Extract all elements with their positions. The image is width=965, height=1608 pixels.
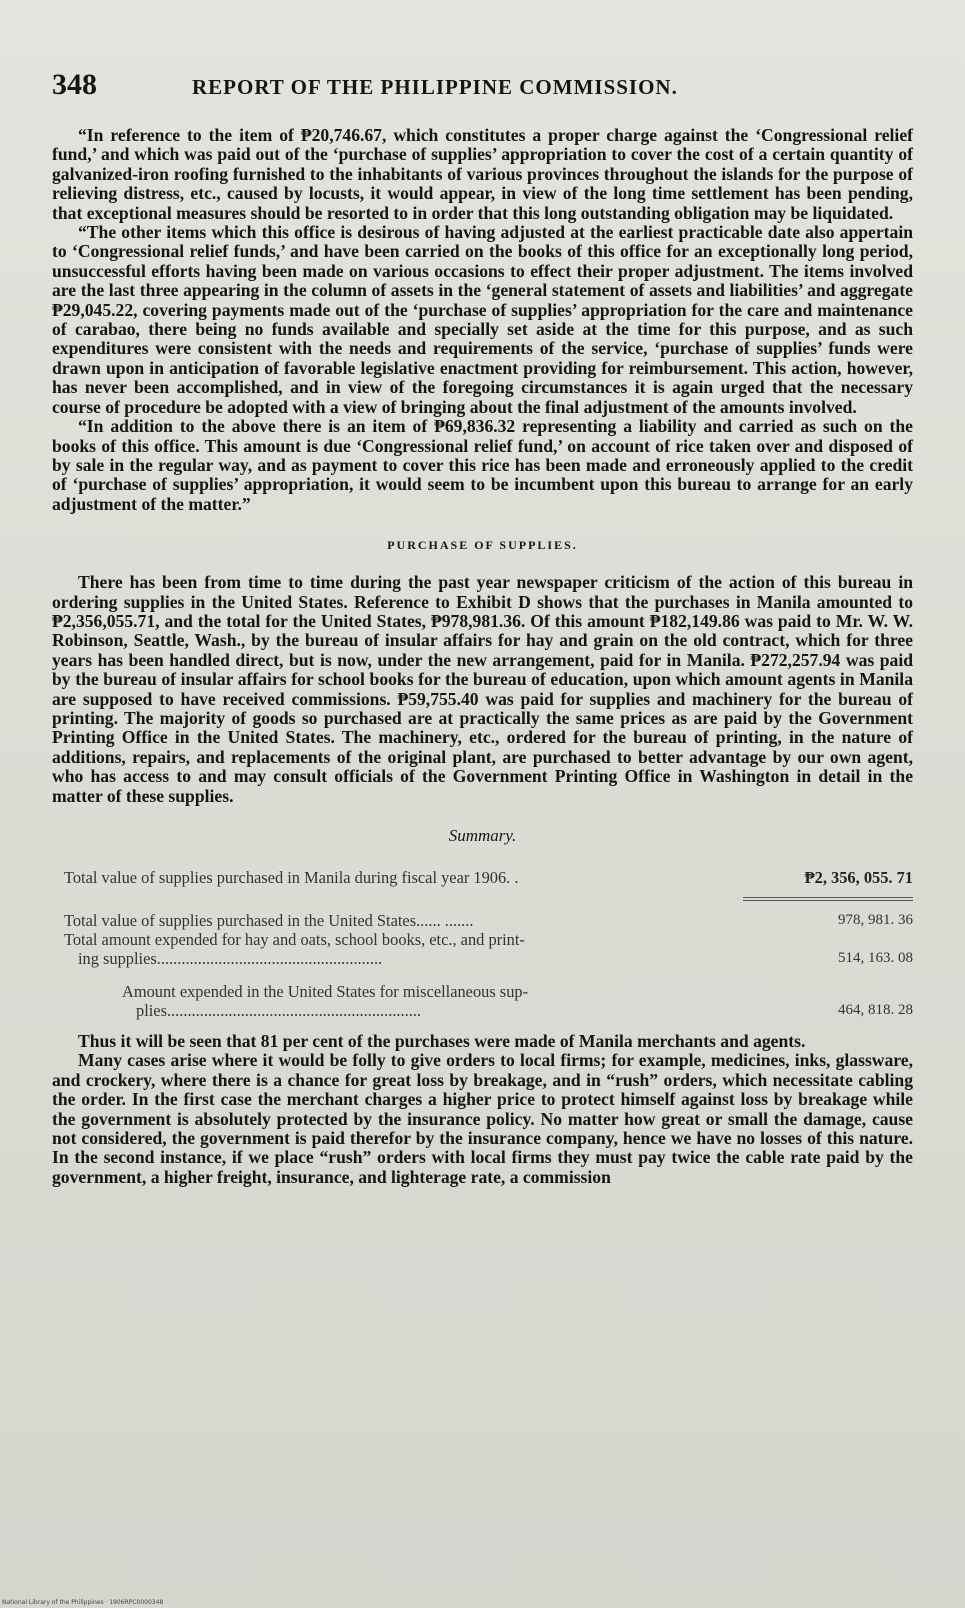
summary-amount: ₱2, 356, 055. 71	[804, 868, 913, 887]
section-heading: PURCHASE OF SUPPLIES.	[387, 538, 578, 553]
paragraph-purchase-of-supplies: There has been from time to time during the past year newspaper criticism of the action of this bureau in ordering supplies in the United States. Reference to Exhibit D shows that the purchases in Manila amounted to ₱2,356,055.71, and the total for the United States, ₱978,981.36. Of this amount ₱182,149.86 was paid to Mr. W. W. Robinson, Seattle, Wash., by the bureau of insular affairs for hay and grain on the old contract, which for three years has been handled direct, but is now, under the new arrangement, paid for in Manila. ₱272,257.94 was paid by the bureau of insular affairs for school books for the bureau of education, upon which amount agents in Manila are supposed to have received commissions. ₱59,755.40 was paid for supplies and machinery for the bureau of printing. The majority of goods so purchased are at practically the same prices as are paid by the Government Printing Office in the United States. The machinery, etc., ordered for the bureau of printing, in the nature of additions, repairs, and replacements of the original plant, are purchased to better advantage by our own agent, who has access to and may consult officials of the Government Printing Office in Washington in detail in the matter of these supplies.	[52, 572, 913, 806]
summary-amount: 514, 163. 08	[838, 950, 913, 966]
summary-label-line: plies..............................................................	[136, 1001, 422, 1020]
summary-label-line: Total amount expended for hay and oats, school books, etc., and print-	[64, 930, 525, 949]
summary-row-manila	[52, 868, 913, 887]
summary-row-miscellaneous	[52, 982, 913, 1020]
summary-label: Total value of supplies purchased in the United States...... .......	[64, 911, 474, 930]
summary-table	[52, 868, 913, 1020]
summary-rule	[52, 897, 913, 901]
paragraph-percent-manila: Thus it will be seen that 81 per cent of the purchases were made of Manila merchants and agents.	[78, 1031, 806, 1051]
summary-label-line: Amount expended in the United States for miscellaneous sup-	[122, 982, 529, 1001]
paragraph-local-firms: Many cases arise where it would be folly to give orders to local firms; for example, medicines, inks, glassware, and crockery, where there is a chance for great loss by breakage, and in “rush” orders, which necessitate cabling the order. In the first case the merchant charges a higher price to protect himself against loss by breakage while the government is absolutely protected by the insurance policy. No matter how great or small the damage, cause not considered, the government is paid therefor by the insurance company, hence we have no losses of this nature. In the second instance, if we place “rush” orders with local firms they must pay twice the cable rate paid by the government, a higher freight, insurance, and lighterage rate, a commission	[52, 1050, 913, 1187]
paragraph-rice-liability: “In addition to the above there is an item of ₱69,836.32 representing a liability and carried as such on the books of this office. This amount is due ‘Congressional relief fund,’ on account of rice taken over and disposed of by sale in the regular way, and as payment to cover this rice has been made and erroneously applied to the credit of ‘purchase of supplies’ appropriation, it would seem to be incumbent upon this bureau to arrange for an early adjustment of the matter.”	[52, 416, 913, 514]
page-number: 348	[52, 68, 97, 101]
summary-row-hay-oats	[52, 930, 913, 968]
scan-footer: National Library of the Philippines · 1906RPC0000348	[2, 1599, 164, 1606]
summary-label-line: ing supplies.......................................................	[78, 949, 383, 968]
summary-label	[52, 982, 763, 1020]
summary-amount: 464, 818. 28	[838, 1002, 913, 1018]
summary-heading: Summary.	[448, 826, 517, 845]
summary-amount: 978, 981. 36	[838, 912, 913, 928]
running-head: REPORT OF THE PHILIPPINE COMMISSION.	[192, 75, 678, 99]
paragraph-relief-funds: “The other items which this office is desirous of having adjusted at the earliest practicable date also appertain to ‘Congressional relief funds,’ and have been carried on the books of this office for an exceptionally long period, unsuccessful efforts having been made on various occasions to effect their proper adjustment. The items involved are the last three appearing in the column of assets in the ‘general statement of assets and liabilities’ and aggregate ₱29,045.22, covering payments made out of the ‘purchase of supplies’ appropriation for the care and maintenance of carabao, there being no funds available and specially set aside at the time for this purpose, and as such expenditures were consistent with the needs and requirements of the service, ‘purchase of supplies’ funds were drawn upon in anticipation of favorable legislative enactment providing for reimbursement. This action, however, has never been accomplished, and in view of the foregoing circumstances it is again urged that the necessary course of procedure be adopted with a view of bringing about the final adjustment of the amounts involved.	[52, 222, 913, 417]
paragraph-roofing: “In reference to the item of ₱20,746.67, which constitutes a proper charge against the ‘Congressional relief fund,’ and which was paid out of the ‘purchase of supplies’ appropriation to cover the cost of a certain quantity of galvanized-iron roofing furnished to the inhabitants of various provinces throughout the islands for the purpose of relieving distress, etc., caused by locusts, it would appear, in view of the long time settlement has been pending, that exceptional measures should be resorted to in order that this long outstanding obligation may be liquidated.	[52, 125, 913, 223]
summary-row-united-states	[52, 911, 913, 930]
summary-label	[52, 930, 763, 968]
page-header	[52, 68, 913, 102]
summary-label: Total value of supplies purchased in Manila during fiscal year 1906. .	[64, 868, 519, 887]
